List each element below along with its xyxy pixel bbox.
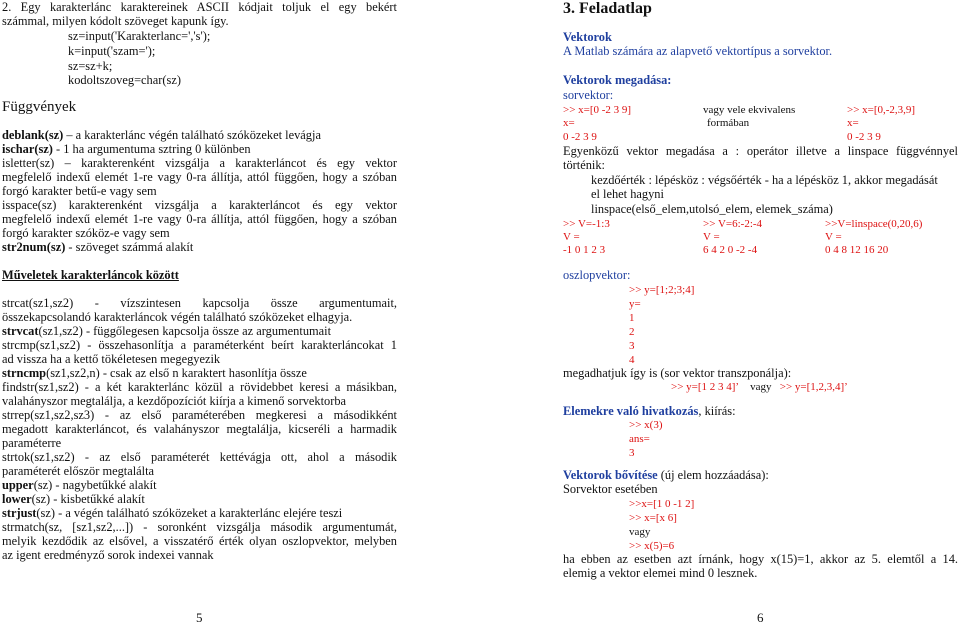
paragraph-line: megadhatjuk így is (sor vektor transzponálja): bbox=[563, 366, 792, 380]
code-line: >> x(3) bbox=[629, 419, 663, 431]
code-line: kodoltszoveg=char(sz) bbox=[68, 73, 181, 87]
code-output: ans= bbox=[629, 433, 650, 445]
function-desc: (sz) - a végén található szóközeket a karakterlánc elejére teszi bbox=[36, 506, 343, 520]
definition-line: melyik kezdődik az elsővel, a visszatérő érték olyan oszlopvektor, melyben bbox=[2, 534, 397, 548]
definition-line: az igent eredményző sorok indexei vannak bbox=[2, 548, 214, 562]
code-line: sz=input('Karakterlanc=','s'); bbox=[68, 29, 211, 43]
function-desc: (sz1,sz2,n) - csak az első n karaktert hasonlítja össze bbox=[46, 366, 307, 380]
paragraph-line: kezdőérték : lépésköz : végsőérték - ha a lépésköz 1, akkor megadását bbox=[591, 173, 938, 187]
page-title: 3. Feladatlap bbox=[563, 0, 652, 17]
code-output: x= bbox=[563, 117, 575, 129]
definition-line: strmatch(sz, [sz1,sz2,...]) - soronként vizsgálja második argumentumát, bbox=[2, 520, 397, 534]
function-name: str2num(sz) bbox=[2, 240, 66, 254]
section-heading: Műveletek karakterláncok között bbox=[2, 268, 179, 282]
code-line: k=input('szam='); bbox=[68, 44, 156, 58]
code-output: -1 0 1 2 3 bbox=[563, 244, 606, 256]
code: >> y=[1 2 3 4]’ bbox=[671, 381, 740, 393]
page-number: 5 bbox=[196, 610, 203, 625]
code-output: 3 bbox=[629, 340, 635, 352]
code-line: >>x=[1 0 -1 2] bbox=[629, 498, 695, 510]
code-output: x= bbox=[847, 117, 859, 129]
text: vagy vele ekvivalens bbox=[703, 104, 796, 116]
function-desc: (sz) - nagybetűkké alakít bbox=[33, 478, 157, 492]
function-desc: – a karakterlánc végén található szóközeket levágja bbox=[63, 128, 321, 142]
function-name: strvcat bbox=[2, 324, 39, 338]
function-name: upper bbox=[2, 478, 34, 492]
function-name: strncmp bbox=[2, 366, 47, 380]
paragraph-line: A Matlab számára az alapvető vektortípus a sorvektor. bbox=[563, 44, 833, 58]
code-output: V = bbox=[703, 231, 720, 243]
exercise-line: 2. Egy karakterlánc karaktereinek ASCII kódjait toljuk el egy bekért bbox=[2, 0, 397, 14]
page-number: 6 bbox=[757, 610, 764, 625]
definition-line bbox=[2, 366, 307, 380]
definition-line: megfelelő indexű elemét 1-re vagy 0-ra állítja, attól függően, hogy a szóban bbox=[2, 212, 397, 226]
label: oszlopvektor: bbox=[563, 268, 631, 282]
definition-line bbox=[2, 492, 145, 506]
definition-line: megfelelő indexű elemét 1-re vagy 0-ra állítja, attól függően, hogy a szóban bbox=[2, 170, 397, 184]
definition-line: isletter(sz) – karakterenként vizsgálja a karakterláncot és egy vektor bbox=[2, 156, 397, 170]
function-name: deblank(sz) bbox=[2, 128, 64, 142]
code: >> y=[1,2,3,4]’ bbox=[779, 381, 848, 393]
paragraph-line: el lehet hagyni bbox=[591, 187, 664, 201]
definition-line: összekapcsolandó karakterláncok végén található szóközeket elhagyja. bbox=[2, 310, 353, 324]
definition-line: strcmp(sz1,sz2) - összehasonlítja a paraméterként beírt karakterláncokat 1 bbox=[2, 338, 397, 352]
heading-bold: Elemekre való hivatkozás bbox=[563, 404, 699, 418]
code-line: >> x=[0 -2 3 9] bbox=[563, 104, 632, 116]
text: vagy bbox=[629, 526, 651, 538]
code-line: >> y=[1;2;3;4] bbox=[629, 284, 695, 296]
definition-line: isspace(sz) karakterenként vizsgálja a karakterláncot és egy vektor bbox=[2, 198, 397, 212]
function-desc: - szöveget számmá alakít bbox=[65, 240, 194, 254]
function-desc: (sz) - kisbetűkké alakít bbox=[31, 492, 145, 506]
paragraph-line: elemig a vektor elemei mind 0 lesznek. bbox=[563, 566, 758, 580]
code-output: V = bbox=[825, 231, 842, 243]
function-name: strjust bbox=[2, 506, 37, 520]
definition-line: ad vissza ha a kettő tökéletesen megegyezik bbox=[2, 352, 221, 366]
definition-line: valahányszor megtalálja, a kezdőpozíciót kiírja a kimenő sorvektorba bbox=[2, 394, 347, 408]
paragraph-line: történik: bbox=[563, 158, 605, 172]
code-output: 3 bbox=[629, 447, 635, 459]
definition-line bbox=[2, 478, 157, 492]
definition-line: findstr(sz1,sz2) - a két karakterlánc közül a rövidebbet keresi a másikban, bbox=[2, 380, 397, 394]
code-output: 2 bbox=[629, 326, 635, 338]
code-output: 0 4 8 12 16 20 bbox=[825, 244, 889, 256]
code-output: V = bbox=[563, 231, 580, 243]
definition-line bbox=[2, 128, 321, 142]
definition-line: strcat(sz1,sz2) - vízszintesen kapcsolja össze argumentumait, bbox=[2, 296, 397, 310]
definition-line bbox=[2, 324, 331, 338]
code-line: sz=sz+k; bbox=[68, 59, 113, 73]
definition-line: strrep(sz1,sz2,sz3) - az első paraméterében megkeresi a másodikként bbox=[2, 408, 397, 422]
paragraph-line: Egyenközű vektor megadása a : operátor illetve a linspace függvénnyel bbox=[563, 144, 958, 158]
section-heading: Függvények bbox=[2, 99, 77, 115]
paragraph-line: ha ebben az esetben azt írnánk, hogy x(15)=1, akkor az 5. elemtől a 14. bbox=[563, 552, 958, 566]
code-line bbox=[671, 380, 848, 394]
text: formában bbox=[707, 117, 750, 129]
definition-line: forgó karakter betű-e vagy sem bbox=[2, 184, 157, 198]
text: vagy bbox=[750, 381, 772, 393]
function-desc: (sz1,sz2) - függőlegesen kapcsolja össze az argumentumait bbox=[38, 324, 332, 338]
code-output: 1 bbox=[629, 312, 635, 324]
code-output: 6 4 2 0 -2 -4 bbox=[703, 244, 758, 256]
code-line: >> V=-1:3 bbox=[563, 218, 610, 230]
label: sorvektor: bbox=[563, 88, 614, 102]
function-name: lower bbox=[2, 492, 32, 506]
paragraph-line: Sorvektor esetében bbox=[563, 482, 658, 496]
section-heading: Vektorok bbox=[563, 30, 612, 44]
function-name: ischar(sz) bbox=[2, 142, 53, 156]
heading-rest: , kiírás: bbox=[698, 404, 736, 418]
code-output: 0 -2 3 9 bbox=[563, 131, 597, 143]
definition-line: forgó karakter szóköz-e vagy sem bbox=[2, 226, 170, 240]
section-heading: Vektorok megadása: bbox=[563, 73, 672, 87]
heading-bold: Vektorok bővítése bbox=[563, 468, 658, 482]
paragraph-line: linspace(első_elem,utolsó_elem, elemek_száma) bbox=[591, 202, 833, 216]
definition-line bbox=[2, 240, 193, 254]
definition-line bbox=[2, 506, 342, 520]
function-desc: - 1 ha argumentuma sztring 0 különben bbox=[52, 142, 251, 156]
definition-line bbox=[2, 142, 251, 156]
code-output: 4 bbox=[629, 354, 635, 366]
definition-line: paraméterre bbox=[2, 436, 62, 450]
section-heading bbox=[563, 468, 769, 482]
exercise-line: számmal, milyen kódolt szöveget kapunk így. bbox=[2, 14, 229, 28]
code-line: >> x(5)=6 bbox=[629, 540, 675, 552]
definition-line: paraméterét először megtalálta bbox=[2, 464, 155, 478]
code-line: >> x=[x 6] bbox=[629, 512, 677, 524]
code-line: >>V=linspace(0,20,6) bbox=[825, 218, 923, 230]
code-line: >> V=6:-2:-4 bbox=[703, 218, 763, 230]
section-heading bbox=[563, 404, 736, 418]
code-output: y= bbox=[629, 298, 641, 310]
definition-line: strtok(sz1,sz2) - az első paraméterét kettévágja ott, ahol a második bbox=[2, 450, 397, 464]
heading-rest: (új elem hozzáadása): bbox=[657, 468, 769, 482]
code-line: >> x=[0,-2,3,9] bbox=[847, 104, 916, 116]
definition-line: megadott karakterláncot, és valahányszor megtalálja, kicseréli a harmadik bbox=[2, 422, 397, 436]
code-output: 0 -2 3 9 bbox=[847, 131, 881, 143]
